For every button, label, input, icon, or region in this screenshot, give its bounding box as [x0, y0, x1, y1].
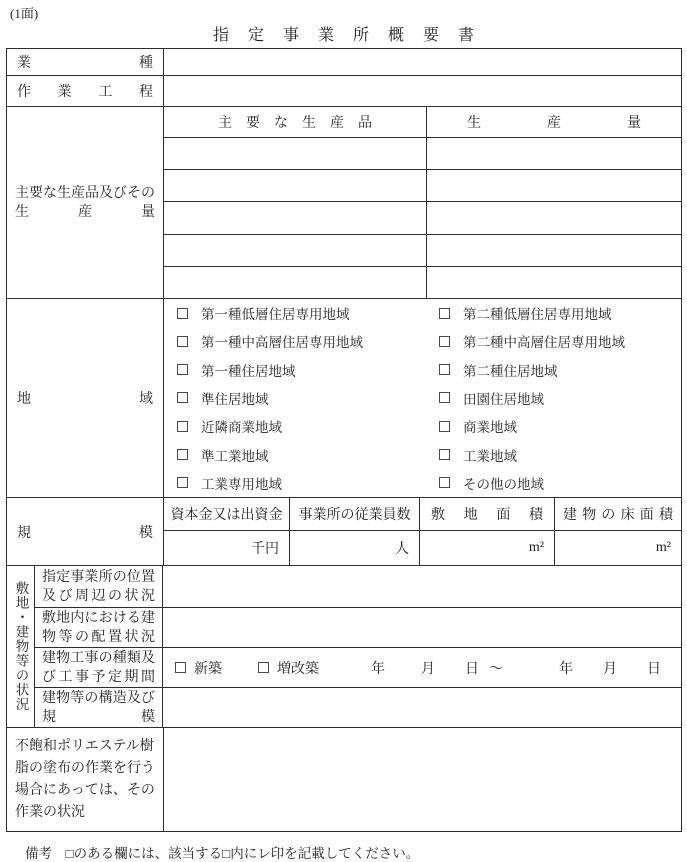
- checkbox-icon[interactable]: [439, 449, 450, 460]
- scale-label-cell: [7, 498, 164, 565]
- zoning-column-1: [177, 299, 439, 497]
- structure-value-cell[interactable]: [163, 688, 681, 727]
- new-construction-label: 新築: [194, 661, 222, 677]
- zoning-option: [439, 445, 681, 465]
- resin-value-cell[interactable]: [164, 728, 681, 831]
- product-name-cell[interactable]: [164, 267, 427, 298]
- structure-row: [35, 688, 681, 727]
- employees-value-cell[interactable]: [290, 531, 419, 565]
- zoning-option-label: 田園住居地域: [463, 391, 544, 407]
- zoning-option-label: 第一種低層住居専用地域: [201, 307, 350, 323]
- employees-unit: 人: [395, 542, 409, 557]
- process-label: 作業工程: [17, 85, 153, 100]
- period-day2: 日: [647, 661, 661, 677]
- checkbox-icon[interactable]: [439, 392, 450, 403]
- site-layout-row: [35, 608, 681, 648]
- scale-label: 規模: [17, 525, 153, 541]
- products-grid: [164, 107, 681, 298]
- extension-label: 増改築: [277, 661, 319, 677]
- construction-row: [35, 648, 681, 688]
- checkbox-icon[interactable]: [177, 449, 188, 460]
- period-month2: 月: [603, 661, 617, 677]
- products-data-row: [164, 235, 681, 267]
- product-qty-cell[interactable]: [427, 202, 681, 233]
- checkbox-icon[interactable]: [439, 308, 450, 319]
- construction-value-cell: [163, 648, 681, 687]
- process-row: [7, 76, 681, 107]
- zoning-option: [177, 416, 439, 436]
- site-area-header: 敷地面積: [420, 498, 554, 531]
- zoning-option: [177, 331, 439, 351]
- employees-header: 事業所の従業員数: [290, 498, 419, 531]
- period-year2: 年: [559, 661, 573, 677]
- products-data-row: [164, 138, 681, 170]
- site-section: [7, 566, 681, 728]
- structure-label: 建物等の構造及び 規模: [35, 688, 163, 727]
- products-header-row: [164, 107, 681, 138]
- product-qty-cell[interactable]: [427, 170, 681, 201]
- checkbox-icon[interactable]: [439, 336, 450, 347]
- capital-unit: 千円: [251, 542, 279, 557]
- checkbox-icon[interactable]: [177, 364, 188, 375]
- zoning-option-label: 第一種住居地域: [201, 363, 296, 379]
- checkbox-icon[interactable]: [175, 662, 186, 673]
- industry-value-cell[interactable]: [164, 49, 681, 75]
- site-spine-cell: [7, 566, 35, 727]
- zoning-option-label: 商業地域: [463, 420, 517, 436]
- checkbox-icon[interactable]: [177, 336, 188, 347]
- site-area-unit: m²: [528, 540, 544, 555]
- capital-value-cell[interactable]: [164, 531, 289, 565]
- site-location-row: [35, 566, 681, 608]
- checkbox-icon[interactable]: [439, 364, 450, 375]
- resin-label-line: 脂の塗布の作業を行う: [15, 760, 155, 776]
- product-name-cell[interactable]: [164, 170, 427, 201]
- zoning-option: [439, 303, 681, 323]
- checkbox-icon[interactable]: [258, 662, 269, 673]
- site-rows: [35, 566, 681, 727]
- products-data-row: [164, 202, 681, 234]
- products-col2-header: 生産量: [467, 116, 641, 131]
- zoning-option: [439, 388, 681, 408]
- zoning-option: [177, 303, 439, 323]
- site-location-value-cell[interactable]: [163, 566, 681, 607]
- resin-label-line: 不飽和ポリエステル樹: [15, 738, 154, 754]
- zoning-option: [439, 331, 681, 351]
- checkbox-icon[interactable]: [177, 421, 188, 432]
- remarks-note: 備考 □のある欄には、該当する□内にレ印を記載してください。: [25, 846, 420, 861]
- resin-label-line: 作業の状況: [15, 804, 85, 820]
- process-value-cell[interactable]: [164, 76, 681, 106]
- scale-capital-col: [164, 498, 290, 565]
- zoning-option: [177, 388, 439, 408]
- product-name-cell[interactable]: [164, 235, 427, 266]
- zoning-option-label: 工業地域: [463, 448, 517, 464]
- zoning-options: [164, 299, 681, 497]
- scale-site-area-col: [420, 498, 555, 565]
- floor-area-unit: m²: [655, 540, 671, 555]
- scale-employees-col: [290, 498, 420, 565]
- district-section: [7, 299, 681, 498]
- form-title: 指定事業所概要書: [212, 27, 493, 44]
- product-qty-cell[interactable]: [427, 267, 681, 298]
- zoning-column-2: [439, 299, 681, 497]
- zoning-option-label: 近隣商業地域: [201, 420, 282, 436]
- zoning-option-label: その他の地域: [463, 476, 544, 492]
- zoning-option: [439, 473, 681, 493]
- process-label-cell: [7, 76, 164, 106]
- product-qty-cell[interactable]: [427, 138, 681, 169]
- period-day1: 日: [465, 661, 479, 677]
- district-label: 地域: [17, 392, 153, 407]
- scale-floor-area-col: [555, 498, 681, 565]
- zoning-option: [177, 473, 439, 493]
- zoning-option-label: 準住居地域: [201, 391, 269, 407]
- zoning-option-label: 工業専用地域: [201, 476, 282, 492]
- checkbox-icon[interactable]: [439, 421, 450, 432]
- site-layout-value-cell[interactable]: [163, 608, 681, 647]
- checkbox-icon[interactable]: [177, 392, 188, 403]
- products-label-line1: 主要な生産品及びその: [15, 185, 155, 201]
- resin-label-line: 場合にあっては、その: [15, 782, 155, 798]
- products-data-row: [164, 267, 681, 298]
- industry-row: [7, 49, 681, 76]
- zoning-option: [439, 360, 681, 380]
- product-name-cell[interactable]: [164, 138, 427, 169]
- period-tilde: ～: [489, 661, 503, 677]
- product-name-cell[interactable]: [164, 202, 427, 233]
- site-location-label: 指定事業所の位置 及び周辺の状況: [35, 566, 163, 607]
- zoning-option-label: 第一種中高層住居専用地域: [201, 335, 363, 351]
- resin-label-cell: [7, 728, 164, 831]
- capital-header: 資本金又は出資金: [164, 498, 289, 531]
- product-qty-cell[interactable]: [427, 235, 681, 266]
- scale-section: [7, 498, 681, 566]
- checkbox-icon[interactable]: [177, 477, 188, 488]
- products-data-row: [164, 170, 681, 202]
- period-year1: 年: [371, 661, 385, 677]
- zoning-option: [177, 445, 439, 465]
- checkbox-icon[interactable]: [177, 308, 188, 319]
- industry-label-cell: [7, 49, 164, 75]
- zoning-option-label: 第二種低層住居専用地域: [463, 307, 612, 323]
- site-layout-label: 敷地内における建 物等の配置状況: [35, 608, 163, 647]
- zoning-option-label: 第二種中高層住居専用地域: [463, 335, 625, 351]
- products-label-line2: 生産量: [15, 204, 155, 220]
- construction-label: 建物工事の種類及 び工事予定期間: [35, 648, 163, 687]
- district-label-cell: [7, 299, 164, 497]
- zoning-option-label: 準工業地域: [201, 448, 269, 464]
- checkbox-icon[interactable]: [439, 477, 450, 488]
- floor-area-header: 建物の床面積: [555, 498, 681, 531]
- form-table: [6, 48, 682, 832]
- site-area-value-cell[interactable]: [420, 531, 554, 565]
- period-month1: 月: [421, 661, 435, 677]
- floor-area-value-cell[interactable]: [555, 531, 681, 565]
- resin-section: [7, 728, 681, 831]
- zoning-option: [177, 360, 439, 380]
- page-number-note: (1面): [10, 6, 39, 21]
- industry-label: 業種: [17, 56, 153, 71]
- zoning-option: [439, 416, 681, 436]
- products-section: [7, 107, 681, 299]
- site-spine-label: 敷地・建物等の状況: [13, 581, 29, 712]
- products-label-cell: [7, 107, 164, 298]
- zoning-option-label: 第二種住居地域: [463, 363, 558, 379]
- products-col1-header: 主要な生産品: [164, 107, 427, 137]
